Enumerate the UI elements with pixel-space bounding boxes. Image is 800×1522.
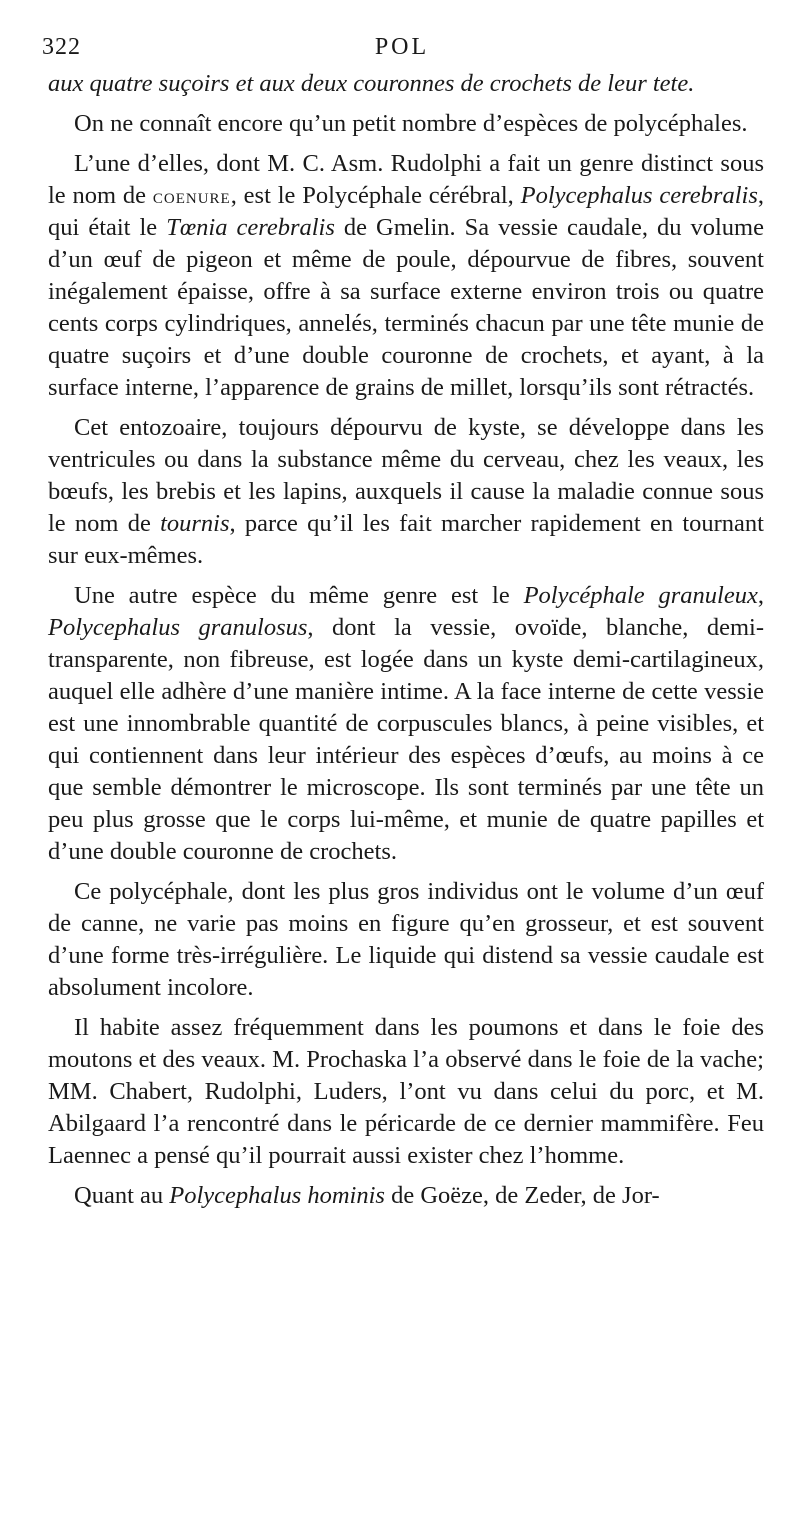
species-name: Tœnia cerebralis [166, 214, 335, 241]
text-span: L’une d’elles, dont M. C. Asm. Rudolphi a fait un genre distinct sous le nom de [48, 150, 764, 209]
genus-name: coenure [152, 184, 231, 208]
species-name: Polycéphale granuleux [523, 582, 758, 609]
page-header [42, 34, 762, 68]
text-span: , est le Polycéphale cérébral, [230, 182, 521, 209]
running-head: POL [374, 34, 430, 60]
paragraph-polycephalus-cerebralis [48, 148, 764, 404]
text-span: de Goëze, de Zeder, de Jor- [384, 1182, 660, 1209]
paragraph-polycephalus-granulosus [48, 580, 764, 868]
page-number: 322 [42, 34, 81, 60]
disease-name: tournis [160, 510, 230, 537]
species-name: Polycephalus cerebralis [520, 182, 758, 209]
paragraph-entozoaire [48, 412, 764, 572]
text-span: de Gmelin. Sa vessie caudale, du volume d’un œuf de pigeon et même de poule, dépourvue de fibres, souvent inégalement épaisse, offre à sa surface externe environ trois ou quatre cents corps cylindriques, annelés, terminés chacun par une tête munie de quatre suçoirs et d’une double couronne de crochets, et ayant, à la surface interne, l’apparence de grains de millet, lorsqu’ils sont rétractés. [48, 214, 764, 401]
species-name: Polycephalus granulosus [48, 614, 308, 641]
text-span: , parce qu’il les fait marcher rapidement en tournant sur eux-mêmes. [48, 510, 764, 569]
text-span: , qui était le [48, 182, 764, 241]
body-text [48, 68, 764, 1212]
text-span: Quant au [74, 1182, 170, 1209]
text-span: Cet entozoaire, toujours dépourvu de kyste, se développe dans les ventricules ou dans la substance même du cerveau, chez les veaux, les bœufs, les brebis et les lapins, auxquels il cause la maladie connue sous le nom de [48, 414, 764, 537]
paragraph-continuation: aux quatre suçoirs et aux deux couronnes de crochets de leur tete. [48, 70, 695, 97]
text-span: Une autre espèce du même genre est le [74, 582, 524, 609]
paragraph-species-count: On ne connaît encore qu’un petit nombre d’espèces de polycéphales. [74, 110, 748, 137]
species-name: Polycephalus hominis [169, 1182, 385, 1209]
paragraph-size-description: Ce polycéphale, dont les plus gros individus ont le volume d’un œuf de canne, ne varie pas moins en figure qu’en grosseur, et est souvent d’une forme très-irrégulière. Le liquide qui distend sa vessie caudale est absolument incolore. [48, 878, 764, 1001]
text-span: , [757, 582, 764, 609]
paragraph-habitat: Il habite assez fréquemment dans les poumons et dans le foie des moutons et des veaux. M. Prochaska l’a observé dans le foie de la vache; MM. Chabert, Rudolphi, Luders, l’ont vu dans celui du porc, et M. Abilgaard l’a rencontré dans le péricarde de ce dernier mammifère. Feu Laennec a pensé qu’il pourrait aussi exister chez l’homme. [48, 1014, 764, 1169]
text-span: , dont la vessie, ovoïde, blanche, demi-transparente, non fibreuse, est logée dans un kyste demi-cartilagineux, auquel elle adhère d’une manière intime. A la face interne de cette vessie est une innombrable quantité de corpuscules blancs, à peine visibles, et qui contiennent dans leur intérieur des espèces d’œufs, au moins à ce que semble démontrer le microscope. Ils sont terminés par une tête un peu plus grosse que le corps lui-même, et munie de quatre papilles et d’une double couronne de crochets. [48, 614, 764, 865]
paragraph-polycephalus-hominis [48, 1180, 764, 1212]
